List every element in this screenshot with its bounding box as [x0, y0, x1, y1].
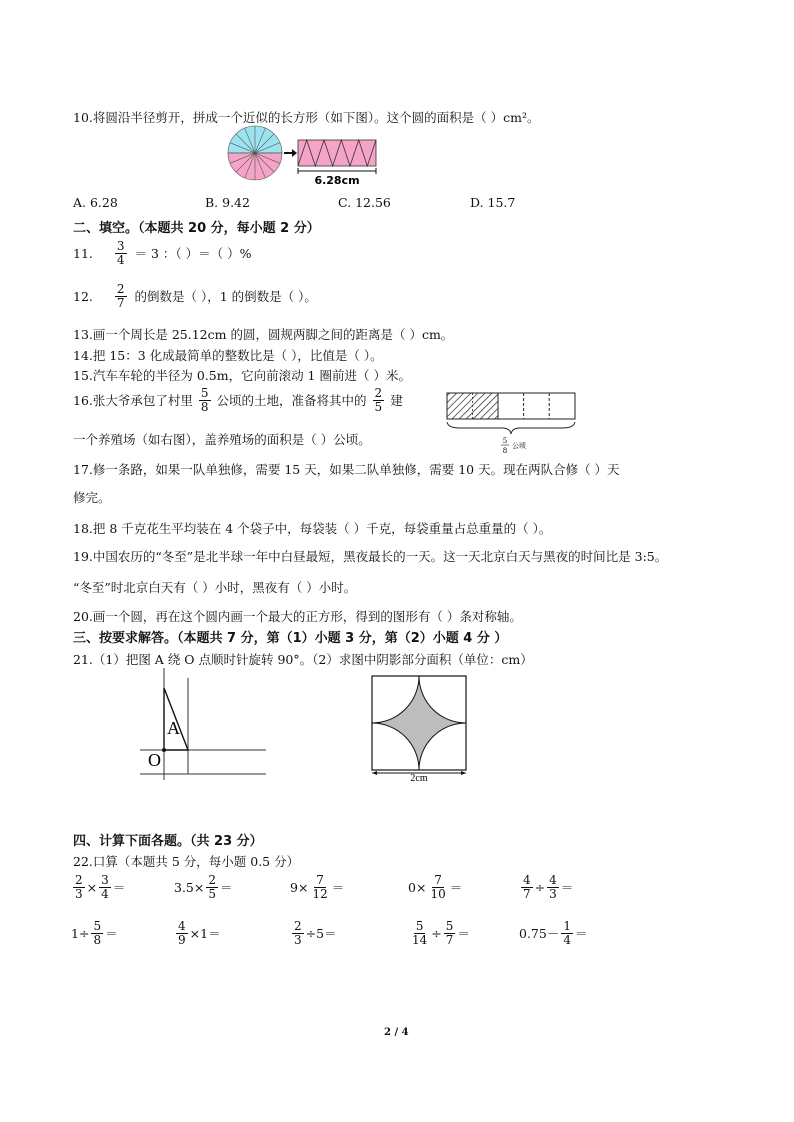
operator: ÷ [305, 925, 317, 941]
equals-sign: ＝ [208, 926, 221, 942]
fraction [91, 920, 103, 946]
fraction-denominator: 3 [75, 886, 83, 901]
q19-line1: 19.中国农历的“冬至”是北半球一年中白昼最短，黑夜最长的一天。这一天北京白天与黑夜的时间比是 3:5。 [73, 549, 668, 564]
fraction-denominator: 3 [294, 932, 302, 947]
fraction-denominator: 4 [563, 932, 571, 947]
q12-rest: 的倒数是（ ），1 的倒数是（ ）。 [134, 289, 317, 305]
section2-title: 二、填空。（本题共 20 分，每小题 2 分） [73, 221, 320, 236]
fraction-denominator: 12 [312, 886, 328, 901]
operator: × [297, 879, 309, 895]
q19-line2: “冬至”时北京白天有（ ）小时，黑夜有（ ）小时。 [73, 580, 357, 595]
equals-sign: ＝ [105, 926, 118, 942]
q11-num: 11. [73, 245, 93, 261]
operand: 5 [316, 925, 325, 941]
fraction-denominator: 9 [178, 932, 186, 947]
page-number: 2 / 4 [384, 1027, 409, 1038]
fraction-numerator: 4 [178, 919, 186, 933]
q18: 18.把 8 千克花生平均装在 4 个袋子中，每袋装（ ）千克，每袋重量占总重量的（ ）。 [73, 521, 552, 536]
label-a: A [167, 718, 180, 738]
fraction [444, 920, 456, 946]
q16-bar-figure [440, 388, 582, 460]
fraction-numerator: 2 [75, 873, 83, 887]
fraction-denominator: 8 [93, 932, 102, 947]
q12-fraction [115, 283, 127, 309]
fraction-numerator: 2 [294, 919, 302, 933]
fraction [410, 920, 429, 946]
q17-line2: 修完。 [73, 490, 111, 505]
q12-frac-den: 7 [116, 295, 125, 310]
q16-frac2 [373, 387, 385, 413]
q15: 15.汽车车轮的半径为 0.5m，它向前滚动 1 圈前进（ ）米。 [73, 368, 411, 383]
approx-rectangle [298, 140, 376, 166]
fraction-denominator: 3 [549, 886, 557, 901]
fraction-denominator: 4 [101, 886, 109, 901]
oral-calc-item [408, 874, 462, 900]
operator: － [546, 926, 560, 942]
fraction-denominator: 7 [523, 886, 531, 901]
q10-option-d: D. 15.7 [470, 195, 516, 210]
oral-calc-item [408, 920, 470, 946]
q16-part1: 16.张大爷承包了村里 [73, 393, 193, 409]
q16-frac1 [199, 387, 211, 413]
q16-fig-frac-den: 8 [502, 447, 508, 455]
fraction-numerator: 2 [208, 873, 217, 887]
operator: × [415, 879, 427, 895]
oral-calc-item [71, 874, 125, 900]
q16-frac2-den: 5 [374, 399, 383, 414]
q16-fig-frac-num: 5 [502, 437, 508, 445]
fraction-numerator: 7 [434, 873, 442, 887]
q21-text: 21.（1）把图 A 绕 O 点顺时针旋转 90°。（2）求图中阴影部分面积（单位：cm） [73, 652, 533, 667]
operator: × [193, 879, 205, 895]
q16-fig-unit: 公顷 [512, 442, 526, 450]
fraction [206, 874, 218, 900]
q11-frac-den: 4 [116, 252, 125, 267]
fraction [310, 874, 329, 900]
label-o: O [148, 750, 161, 770]
fraction-numerator: 3 [101, 873, 109, 887]
q16-part3: 建 [390, 393, 403, 409]
operand: 3.5 [174, 879, 194, 895]
q16-line2: 一个养殖场（如右图），盖养殖场的面积是（ ）公顷。 [73, 432, 371, 447]
section3-title: 三、按要求解答。（本题共 7 分，第（1）小题 3 分，第（2）小题 4 分 ） [73, 631, 508, 646]
oral-calc-item [519, 874, 573, 900]
q21-shaded-figure [368, 672, 472, 782]
q16-frac2-num: 2 [374, 386, 383, 400]
arrow-icon [284, 149, 297, 157]
operand: 0 [408, 879, 416, 895]
fraction-numerator: 4 [523, 873, 531, 887]
operator: × [189, 925, 201, 941]
fraction-numerator: 1 [563, 919, 571, 933]
equals-sign: ＝ [220, 880, 233, 896]
equals-sign: ＝ [457, 926, 470, 942]
q13: 13.画一个周长是 25.12cm 的圆，圆规两脚之间的距离是（ ）cm。 [73, 327, 454, 342]
q10-option-b: B. 9.42 [205, 195, 250, 210]
operand: 9 [290, 879, 298, 895]
equals-sign: ＝ [575, 926, 588, 942]
q11-rest: ＝ 3 ：（ ）＝（ ）% [134, 246, 252, 262]
oral-calc-item [71, 920, 118, 946]
q16-frac1-den: 8 [200, 399, 209, 414]
q12-num: 12. [73, 288, 93, 304]
dim-label: 2cm [410, 773, 428, 782]
equals-sign: ＝ [112, 880, 126, 896]
oral-calc-item [174, 874, 233, 900]
q11 [73, 240, 252, 266]
q12-frac-num: 2 [116, 282, 125, 296]
fraction [292, 920, 304, 946]
operator: ÷ [534, 879, 546, 895]
fraction [73, 874, 85, 900]
oral-calc-item [290, 920, 337, 946]
q10-figure [225, 124, 385, 190]
q12 [73, 283, 317, 309]
operator: ÷ [78, 925, 90, 941]
q16-frac1-num: 5 [200, 386, 209, 400]
fraction [561, 920, 573, 946]
q11-fraction [115, 240, 127, 266]
q21-rotation-figure [140, 668, 270, 780]
operator: ÷ [431, 925, 442, 941]
brace [447, 422, 575, 434]
equals-sign: ＝ [331, 880, 345, 896]
fraction [99, 874, 111, 900]
q10-text: 10.将圆沿半径剪开，拼成一个近似的长方形（如下图）。这个圆的面积是（ ）cm²。 [73, 110, 540, 125]
point-o [162, 748, 166, 752]
sector-circle [228, 126, 282, 180]
fraction-denominator: 14 [412, 932, 428, 947]
q10-figure-label: 6.28cm [314, 174, 360, 187]
fraction-numerator: 5 [415, 919, 424, 933]
section4-title: 四、计算下面各题。（共 23 分） [73, 834, 263, 849]
fraction-denominator: 10 [430, 886, 446, 901]
oral-calc-item [519, 920, 588, 946]
equals-sign: ＝ [449, 880, 463, 896]
q10-option-a: A. 6.28 [73, 195, 118, 210]
fraction-denominator: 5 [208, 886, 217, 901]
oral-calc-item [174, 920, 221, 946]
fraction-numerator: 4 [549, 873, 557, 887]
fraction [547, 874, 559, 900]
fraction-numerator: 5 [445, 919, 454, 933]
q16-line1 [73, 387, 403, 413]
equals-sign: ＝ [324, 926, 337, 942]
fraction-denominator: 7 [445, 932, 454, 947]
q16-part2: 公顷的土地，准备将其中的 [216, 393, 367, 409]
operand: 1 [200, 925, 209, 941]
fraction-numerator: 7 [316, 873, 324, 887]
fraction [521, 874, 533, 900]
q10-option-c: C. 12.56 [338, 195, 391, 210]
fraction [176, 920, 188, 946]
fraction [428, 874, 447, 900]
fraction-numerator: 5 [93, 919, 102, 933]
q20: 20.画一个圆，再在这个圆内画一个最大的正方形，得到的图形有（ ）条对称轴。 [73, 609, 522, 624]
q14: 14.把 15：3 化成最简单的整数比是（ ），比值是（ ）。 [73, 348, 383, 363]
operand: 1 [71, 925, 79, 941]
q17-line1: 17.修一条路，如果一队单独修，需要 15 天，如果二队单独修，需要 10 天。现在两队合修（ ）天 [73, 462, 620, 477]
q11-frac-num: 3 [116, 239, 125, 253]
oral-calc-item [290, 874, 344, 900]
q22-title: 22.口算（本题共 5 分，每小题 0.5 分） [73, 854, 300, 869]
operator: × [86, 879, 98, 895]
operand: 0.75 [519, 925, 547, 941]
equals-sign: ＝ [560, 880, 574, 896]
